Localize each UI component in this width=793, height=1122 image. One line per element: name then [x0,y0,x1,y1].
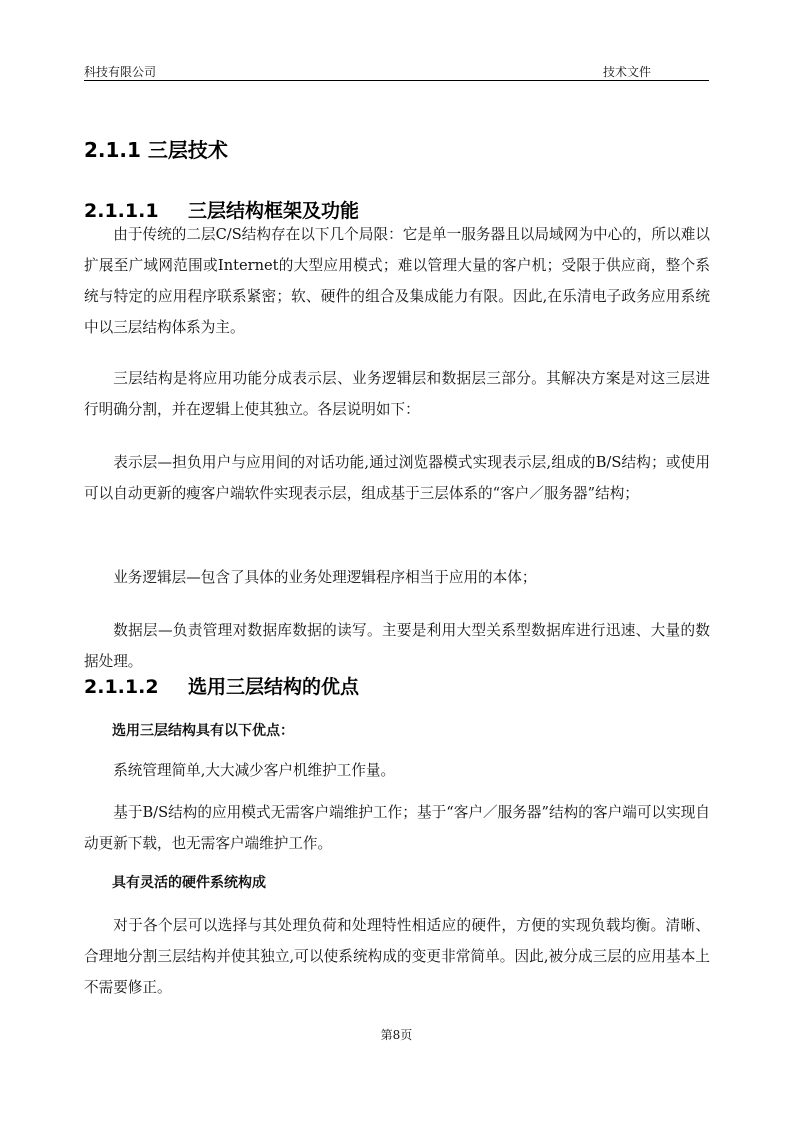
subsection-title: 三层结构框架及功能 [188,200,360,222]
paragraph: 系统管理简单,大大减少客户机维护工作量。 [113,762,396,779]
paragraph: 表示层—担负用户与应用间的对话功能,通过浏览器模式实现表示层,组成的B/S结构；或使用可以自动更新的瘦客户端软件实现表示层，组成基于三层体系的“客户／服务器”结构； [84,454,710,502]
paragraph: 由于传统的二层C/S结构存在以下几个局限：它是单一服务器且以局域网为中心的，所以难以扩展至广域网范围或Internet的大型应用模式；难以管理大量的客户机；受限于供应商，整个系统与特定的应用程序联系紧密；软、硬件的组合及集成能力有限。因此,在乐清电子政务应用系统中以三层结构体系为主。 [84,226,710,336]
paragraph: 数据层—负责管理对数据库数据的读写。主要是利用大型关系型数据库进行迅速、大量的数据处理。 [84,622,710,670]
header-doc-type: 技术文件 [602,65,651,79]
page-header [84,63,709,81]
subsection-heading-2 [84,672,359,699]
paragraph: 基于B/S结构的应用模式无需客户端维护工作；基于“客户／服务器”结构的客户端可以实现自动更新下载，也无需客户端维护工作。 [84,804,710,852]
paragraph: 对于各个层可以选择与其处理负荷和处理特性相适应的硬件，方便的实现负载均衡。清晰、合理地分割三层结构并使其独立,可以使系统构成的变更非常简单。因此,被分成三层的应用基本上不需要修正。 [84,917,710,996]
subsection-number: 2.1.1.2 [84,676,159,698]
section-title: 2.1.1 三层技术 [84,138,228,162]
paragraph: 三层结构是将应用功能分成表示层、业务逻辑层和数据层三部分。其解决方案是对这三层进行明确分割，并在逻辑上使其独立。各层说明如下： [84,370,710,418]
paragraph: 业务逻辑层—包含了具体的业务处理逻辑程序相当于应用的本体； [113,569,537,586]
subsection-title: 选用三层结构的优点 [188,676,360,698]
bold-subheading: 具有灵活的硬件系统构成 [112,875,266,891]
bold-subheading: 选用三层结构具有以下优点： [112,723,294,739]
subsection-number: 2.1.1.1 [84,200,159,222]
page-number: 第8页 [380,1028,413,1042]
header-company: 科技有限公司 [84,65,157,79]
